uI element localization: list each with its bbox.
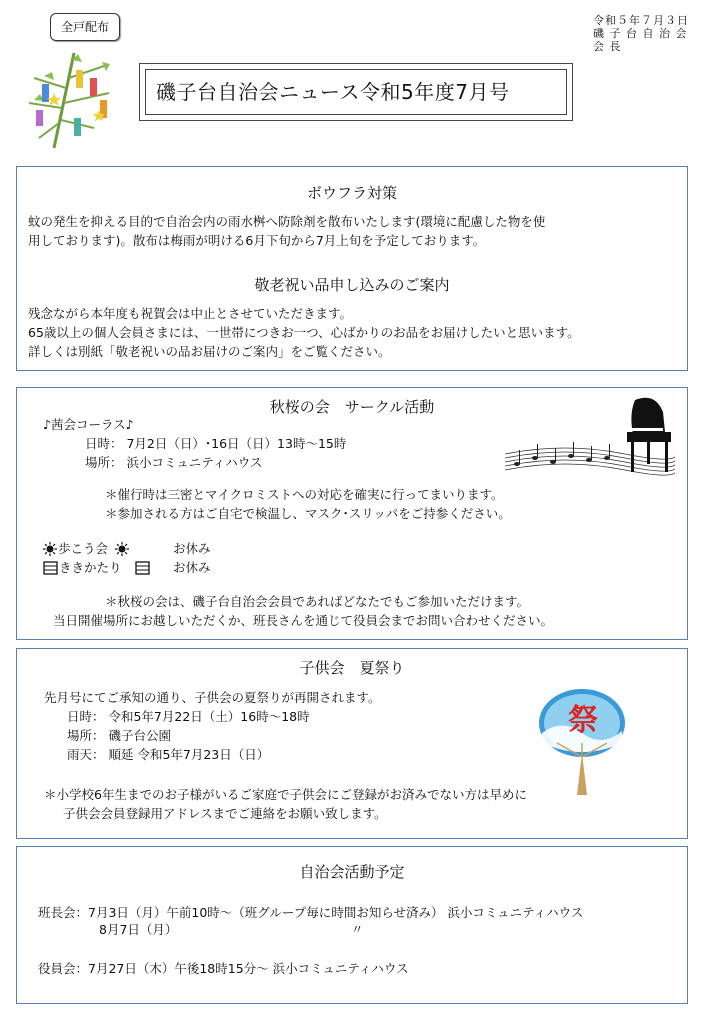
tanabata-illustration-icon: [14, 48, 124, 153]
circle-note2: ＊参加される方はご自宅で検温し、マスク･スリッパをご持参ください。: [105, 506, 511, 521]
circle-title: 秋桜の会 サークル活動: [269, 398, 435, 416]
schedule-ditto: 〃: [351, 922, 364, 937]
issue-date: 令和５年７月３日: [593, 14, 689, 27]
circle-note1: ＊催行時は三密とマイクロミストへの対応を確実に行ってまいります。: [105, 487, 504, 502]
walking-club-label: 歩こう会: [58, 541, 109, 556]
storytelling-club-label: ききかたり: [59, 560, 122, 575]
mosquito-body-line2: 用しております)。散布は梅雨が明ける6月下旬から7月上旬を予定しております。: [28, 233, 486, 248]
schedule-line3: 役員会：7月27日（木）午後18時15分～ 浜小コミュニティハウス: [38, 961, 409, 976]
sun-icon: [43, 542, 57, 556]
storytelling-club-status: お休み: [173, 560, 211, 575]
festival-date: 日時： 令和5年7月22日（土）16時～18時: [67, 709, 310, 724]
section-cosmos-circle: [16, 387, 688, 640]
newsletter-title-box: [139, 63, 573, 121]
distribution-tag: 全戸配布: [50, 13, 120, 41]
section-activity-schedule: [16, 846, 688, 1004]
elderly-body-line3: 詳しくは別紙「敬老祝いの品お届けのご案内」をご覧ください。: [28, 344, 391, 359]
elderly-body-line2: 65歳以上の個人会員さまには、一世帯につきお一つ、心ばかりのお品をお届けしたいと思います。: [28, 325, 580, 340]
schedule-line1: 班長会：7月3日（月）午前10時～（班グループ毎に時間お知らせ済み） 浜小コミュニティハウス: [38, 905, 584, 920]
section-mosquito-elderly: [16, 166, 688, 371]
festival-place: 場所： 磯子台公園: [67, 728, 171, 743]
date-block: [593, 14, 689, 53]
newsletter-title: 磯子台自治会ニュース令和5年度7月号: [145, 69, 567, 115]
festival-note1: ＊小学校6年生までのお子様がいるご家庭で子供会にご登録がお済みでない方は早めに: [44, 787, 527, 802]
festival-fan-icon: [537, 683, 627, 799]
fan-text: 祭: [568, 703, 598, 738]
schedule-line2: 8月7日（月）: [99, 922, 178, 937]
festival-title: 子供会 夏祭り: [299, 659, 405, 677]
org-name: 磯 子 台 自 治 会: [593, 27, 688, 40]
piano-music-icon: [505, 392, 675, 484]
mosquito-body-line1: 蚊の発生を抑える目的で自治会内の雨水桝へ防除剤を散布いたします(環境に配慮した物を使: [28, 214, 546, 229]
festival-rain-date: 雨天： 順延 令和5年7月23日（日）: [67, 747, 270, 762]
festival-intro: 先月号にてご承知の通り、子供会の夏祭りが再開されます。: [44, 690, 381, 705]
section-summer-festival: [16, 648, 688, 839]
festival-note2: 子供会会員登録用アドレスまでご連絡をお願い致します。: [63, 806, 387, 821]
circle-footer2: 当日開催場所にお越しいただくか、班長さんを通じて役員会までお問い合わせください。: [53, 613, 554, 628]
schedule-title: 自治会活動予定: [299, 863, 405, 881]
book-icon: [43, 561, 58, 575]
book-icon: [135, 561, 150, 575]
walking-club-status: お休み: [173, 541, 211, 556]
chorus-name: ♪茜会コーラス♪: [43, 417, 134, 432]
chorus-place: 場所： 浜小コミュニティハウス: [85, 455, 263, 470]
circle-footer1: ＊秋桜の会は、磯子台自治会会員であればどなたでもご参加いただけます。: [105, 594, 530, 609]
chair-name: 会 長: [593, 40, 622, 53]
elderly-body-line1: 残念ながら本年度も祝賀会は中止とさせていただきます。: [28, 306, 353, 321]
sun-icon: [115, 542, 129, 556]
mosquito-title: ボウフラ対策: [306, 184, 397, 202]
chorus-dates: 日時： 7月2日（日）･16日（日）13時～15時: [85, 436, 347, 451]
elderly-gift-title: 敬老祝い品申し込みのご案内: [254, 276, 450, 294]
